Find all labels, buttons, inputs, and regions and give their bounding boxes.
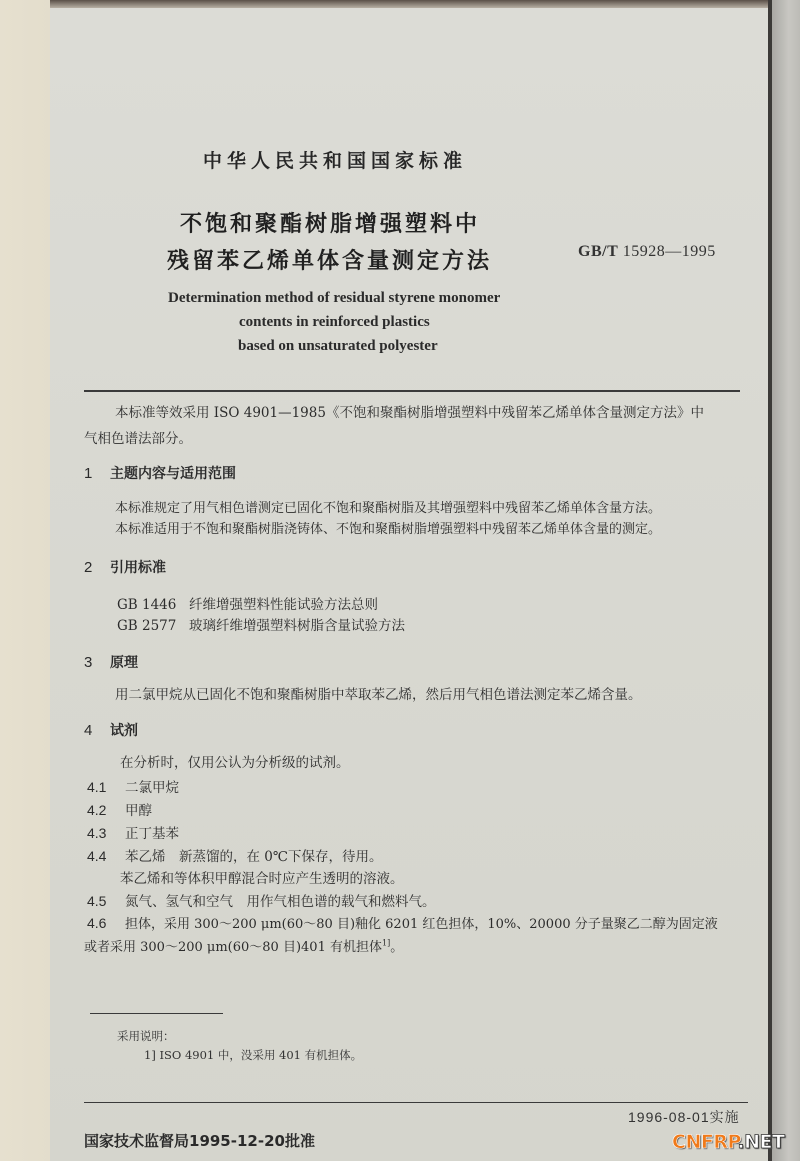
- reference-code: GB 1446: [117, 597, 177, 613]
- item-number: 4.3: [87, 825, 107, 841]
- section-title: 引用标准: [110, 560, 166, 576]
- document-page: [50, 8, 770, 1161]
- scan-top-edge: [0, 0, 800, 8]
- watermark-tld: .NET: [737, 1131, 785, 1153]
- footnote-divider: [90, 1013, 223, 1014]
- footnote-ref: 1]: [381, 938, 391, 948]
- section-title: 原理: [110, 655, 138, 671]
- section-1-heading: [84, 463, 236, 483]
- scan-left-margin: [0, 0, 50, 1161]
- title-cn-line1: 不饱和聚酯树脂增强塑料中: [180, 212, 481, 237]
- footnote-text: 1] ISO 4901 中，没采用 401 有机担体。: [144, 1048, 363, 1062]
- approval-info: 国家技术监督局1995-12-20批准: [84, 1132, 315, 1150]
- item-text: 苯乙烯 新蒸馏的，在 0℃下保存，待用。: [125, 849, 383, 865]
- title-cn-line2: 残留苯乙烯单体含量测定方法: [167, 249, 493, 274]
- intro-line1: 本标准等效采用 ISO 4901—1985《不饱和聚酯树脂增强塑料中残留苯乙烯单体含量测定方法》中: [115, 405, 704, 421]
- header-divider: [84, 390, 740, 392]
- reagent-item: [87, 822, 179, 842]
- item-text: 担体，采用 300～200 μm(60～80 目)釉化 6201 红色担体，10%、20000 分子量聚乙二醇为固定液: [125, 917, 718, 932]
- footnote-heading: 采用说明：: [117, 1029, 175, 1043]
- footer-divider: [84, 1102, 748, 1103]
- intro-line2: 气相色谱法部分。: [84, 431, 192, 447]
- reagent-item: [87, 776, 179, 796]
- section-1-para1: 本标准规定了用气相色谱测定已固化不饱和聚酯树脂及其增强塑料中残留苯乙烯单体含量方法。: [115, 501, 662, 516]
- reference-code: GB 2577: [117, 618, 177, 634]
- section-number: 1: [84, 465, 93, 482]
- reference-title: 纤维增强塑料性能试验方法总则: [189, 597, 378, 613]
- reagent-item-continuation: [84, 936, 403, 955]
- item-text: 氮气、氢气和空气 用作气相色谱的载气和燃料气。: [125, 894, 436, 910]
- reference-row: [117, 593, 378, 613]
- section-number: 2: [84, 559, 93, 576]
- reagent-item: [87, 845, 382, 865]
- site-watermark: [672, 1131, 784, 1153]
- adjacent-page-edge: [772, 0, 800, 1161]
- section-1-para2: 本标准适用于不饱和聚酯树脂浇铸体、不饱和聚酯树脂增强塑料中残留苯乙烯单体含量的测定。: [115, 522, 662, 537]
- effective-date: 1996-08-01实施: [628, 1109, 740, 1125]
- section-4-para: 在分析时，仅用公认为分析级的试剂。: [120, 755, 350, 771]
- standard-code-number: 15928—1995: [622, 243, 716, 260]
- item-number: 4.2: [87, 802, 107, 818]
- watermark-brand: CNFRP: [672, 1131, 738, 1153]
- item-text: 二氯甲烷: [125, 780, 179, 796]
- reagent-item: [87, 913, 718, 932]
- standard-code-prefix: GB/T: [578, 243, 619, 260]
- reference-row: [117, 614, 405, 634]
- continuation-text: 或者采用 300～200 μm(60～80 目)401 有机担体: [84, 940, 382, 955]
- item-text: 正丁基苯: [125, 826, 179, 842]
- item-text: 甲醇: [125, 803, 152, 819]
- section-title: 主题内容与适用范围: [110, 466, 236, 482]
- section-3-para: 用二氯甲烷从已固化不饱和聚酯树脂中萃取苯乙烯，然后用气相色谱法测定苯乙烯含量。: [115, 687, 642, 703]
- section-4-heading: [84, 720, 138, 740]
- reagent-item: [87, 890, 436, 910]
- item-number: 4.6: [87, 915, 107, 931]
- section-3-heading: [84, 652, 138, 672]
- title-en-line2: contents in reinforced plastics: [239, 314, 430, 330]
- reagent-item: [87, 799, 152, 819]
- section-number: 3: [84, 654, 93, 671]
- item-number: 4.4: [87, 848, 107, 864]
- section-number: 4: [84, 722, 93, 739]
- title-en-line1: Determination method of residual styrene monomer: [168, 290, 501, 306]
- continuation-end: 。: [390, 940, 404, 955]
- section-2-heading: [84, 557, 166, 577]
- title-en-line3: based on unsaturated polyester: [238, 338, 438, 354]
- item-number: 4.5: [87, 893, 107, 909]
- reference-title: 玻璃纤维增强塑料树脂含量试验方法: [189, 618, 405, 634]
- section-title: 试剂: [110, 723, 138, 739]
- standard-code: [578, 243, 716, 261]
- national-standard-heading: 中华人民共和国国家标准: [203, 150, 468, 172]
- reagent-item-continuation: 苯乙烯和等体积甲醇混合时应产生透明的溶液。: [120, 871, 404, 887]
- item-number: 4.1: [87, 779, 107, 795]
